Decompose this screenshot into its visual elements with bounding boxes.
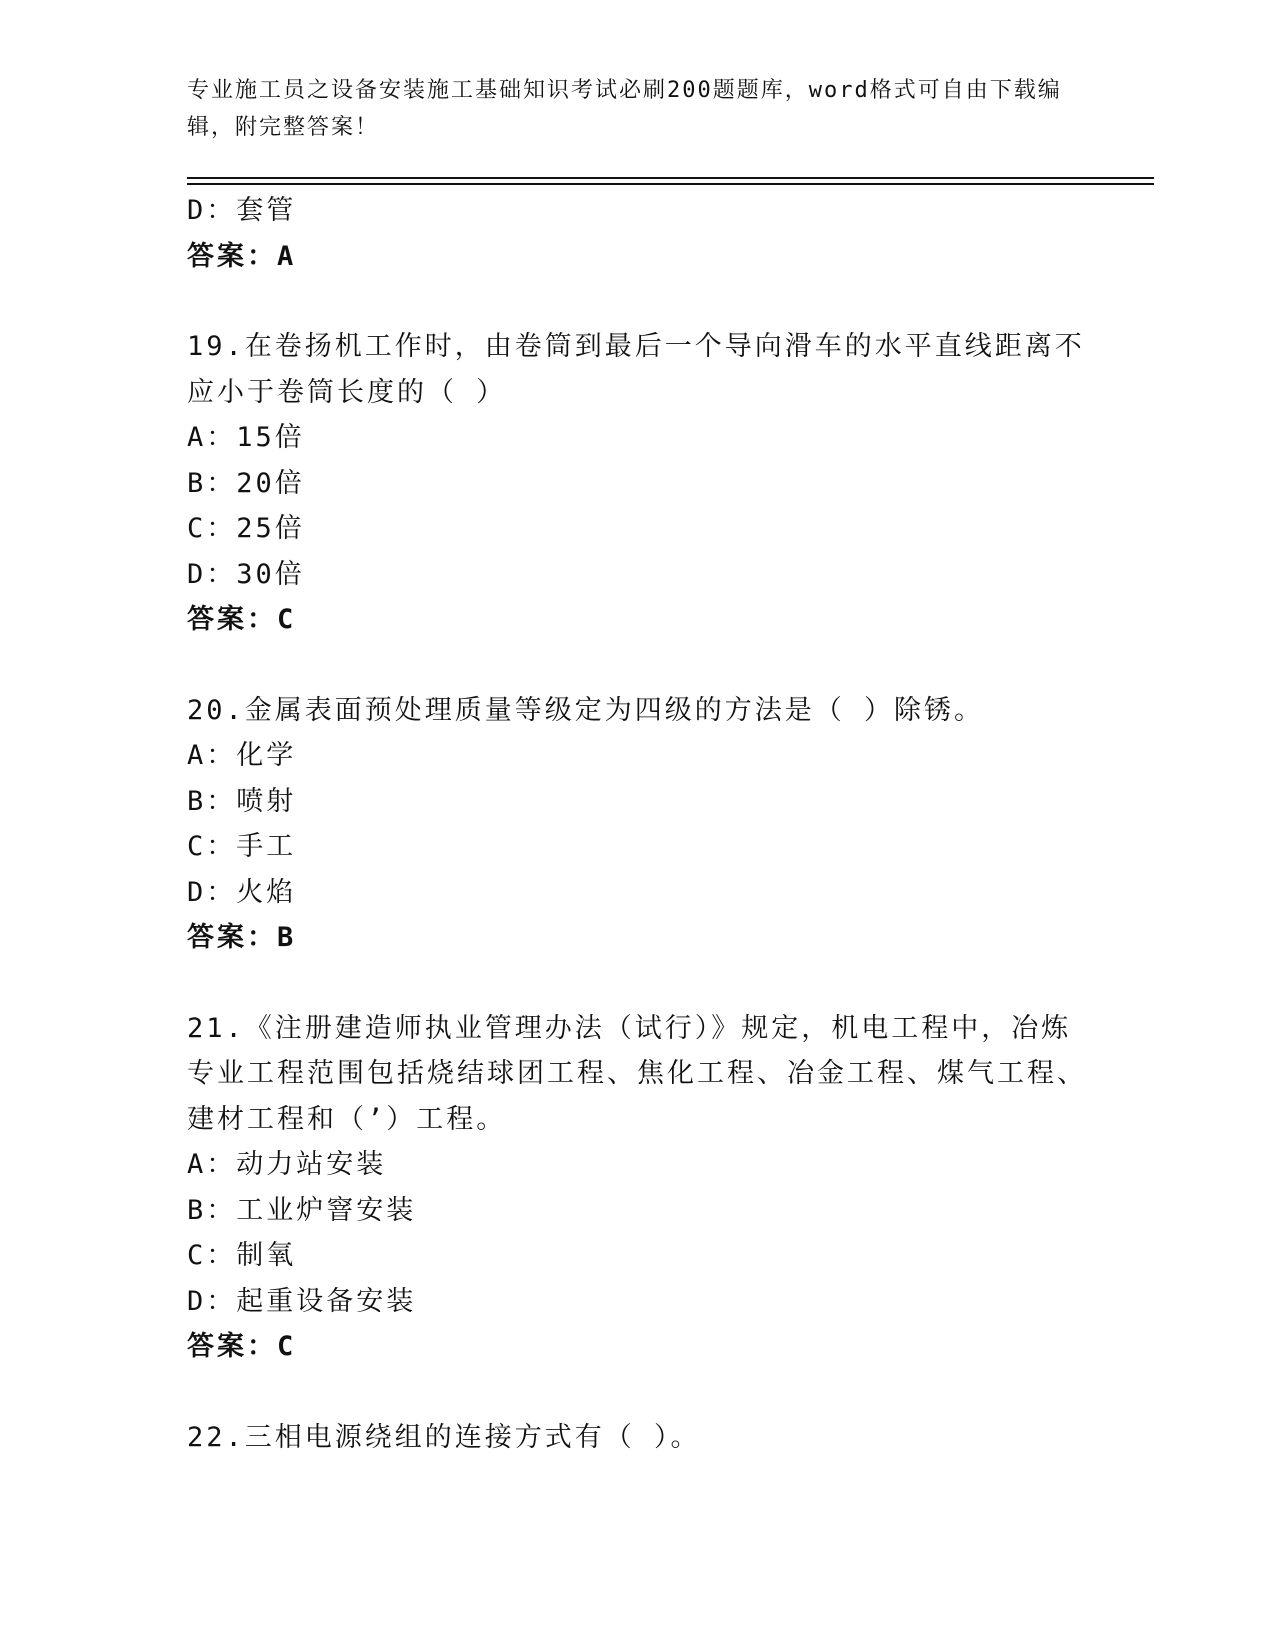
- option-text: 20倍: [236, 467, 305, 499]
- question-content: [187, 188, 1087, 1460]
- option-text: 化学: [236, 740, 297, 771]
- option-text: 套管: [236, 195, 297, 226]
- option-key: D：: [187, 876, 237, 908]
- option-text: 制氧: [236, 1240, 297, 1271]
- answer-line: 答案：C: [187, 1331, 297, 1362]
- answer-line: 答案：B: [187, 922, 297, 953]
- option-key: A：: [187, 1149, 237, 1180]
- answer-line: 答案：A: [187, 240, 297, 272]
- option-key: B：: [187, 785, 237, 817]
- option-text: 手工: [236, 831, 297, 862]
- spacer: [187, 961, 1087, 1006]
- option-text: 工业炉窨安装: [236, 1194, 417, 1226]
- option-text: 15倍: [236, 422, 305, 453]
- spacer: [187, 643, 1087, 688]
- option-key: B：: [187, 1194, 237, 1226]
- option-line: [187, 1279, 1087, 1325]
- option-key: D：: [187, 558, 237, 590]
- option-line: [187, 1233, 1087, 1279]
- option-text: 动力站安装: [236, 1149, 387, 1180]
- option-line: [187, 824, 1087, 870]
- option-line: [187, 506, 1087, 552]
- option-key: A：: [187, 740, 237, 771]
- question-stem: 22.三相电源绕组的连接方式有（ ）。: [187, 1421, 701, 1453]
- option-key: D：: [187, 1285, 237, 1317]
- document-header: 专业施工员之设备安装施工基础知识考试必刷200题题库，word格式可自由下载编辑，附完整答案！: [187, 78, 1062, 140]
- option-line: [187, 188, 1087, 234]
- option-key: C：: [187, 513, 237, 544]
- header-divider-top: [187, 177, 1154, 179]
- option-text: 喷射: [236, 785, 297, 817]
- option-key: C：: [187, 831, 237, 862]
- option-text: 25倍: [236, 513, 305, 544]
- question-stem: 21.《注册建造师执业管理办法（试行）》规定，机电工程中，冶炼专业工程范围包括烧结球团工程、焦化工程、冶金工程、煤气工程、建材工程和（’）工程。: [187, 1012, 1087, 1135]
- option-line: [187, 870, 1087, 916]
- option-text: 30倍: [236, 558, 305, 590]
- spacer: [187, 279, 1087, 324]
- option-key: C：: [187, 1240, 237, 1271]
- option-key: B：: [187, 467, 237, 499]
- option-line: [187, 415, 1087, 461]
- option-key: D：: [187, 195, 237, 226]
- option-line: [187, 1188, 1087, 1234]
- answer-line: 答案：C: [187, 604, 297, 635]
- header-divider-bottom: [187, 183, 1154, 185]
- option-text: 起重设备安装: [236, 1285, 417, 1317]
- option-key: A：: [187, 422, 237, 453]
- option-line: [187, 779, 1087, 825]
- option-line: [187, 552, 1087, 598]
- option-line: [187, 1142, 1087, 1188]
- question-stem: 19.在卷扬机工作时，由卷筒到最后一个导向滑车的水平直线距离不应小于卷筒长度的（ ）: [187, 331, 1085, 408]
- option-line: [187, 461, 1087, 507]
- option-text: 火焰: [236, 876, 297, 908]
- spacer: [187, 1370, 1087, 1415]
- question-stem: 20.金属表面预处理质量等级定为四级的方法是（ ）除锈。: [187, 694, 985, 726]
- option-line: [187, 733, 1087, 779]
